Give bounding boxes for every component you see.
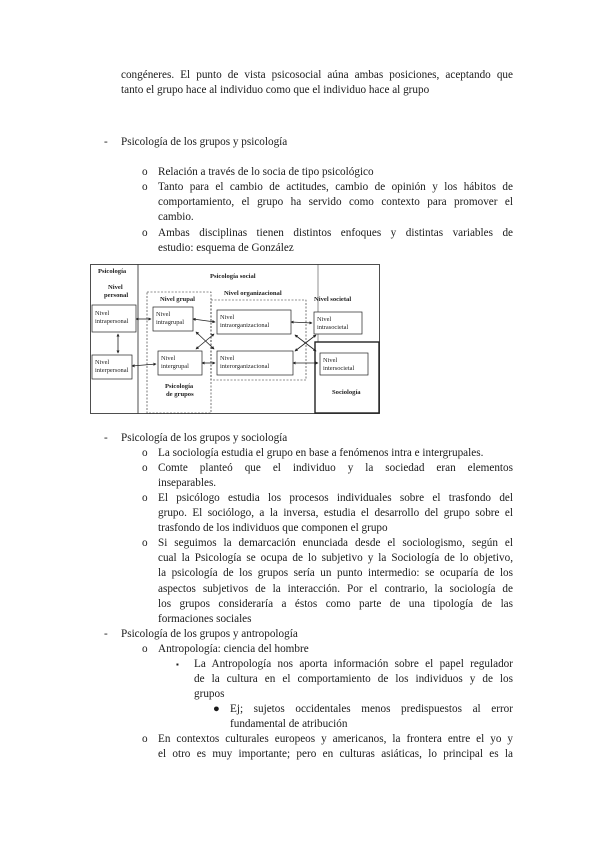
- section2-item: [158, 446, 513, 461]
- section1-heading: Psicología de los grupos y psicología: [121, 136, 288, 148]
- section3-item: Antropología: ciencia del hombre: [158, 643, 309, 655]
- item-line: inseparables.: [158, 477, 217, 490]
- item-line: grupo. El sociólogo, a la inversa, estudia el desarrollo del grupo sobre el: [158, 507, 513, 520]
- item-line: Comte planteó que el individuo y la sociedad eran elementos: [158, 462, 513, 474]
- item-line: el otro es muy importante; pero en culturas asiáticas, lo principal es la: [158, 748, 513, 761]
- section2-bullet: o: [142, 462, 148, 474]
- text-intrapersonal-2: intrapersonal: [95, 318, 129, 325]
- item-line: trasfondo de los individuos que componen el grupo: [158, 522, 388, 535]
- text-intraorganizacional-1: Nivel: [220, 314, 235, 321]
- intro-paragraph: [121, 68, 513, 98]
- label-nivel-grupal: Nivel grupal: [160, 296, 195, 303]
- item-line: fundamental de atribución: [230, 718, 348, 731]
- section1-bullet: o: [142, 181, 148, 193]
- text-intragrupal-2: intragrupal: [156, 319, 185, 326]
- section3-heading: Psicología de los grupos y antropología: [121, 628, 298, 640]
- section1-item: [158, 226, 513, 256]
- item-line: El psicólogo estudia los procesos individuales sobre el trasfondo del: [158, 492, 513, 504]
- text-interorganizacional-2: interorganizacional: [220, 363, 270, 370]
- subsub-bullet: ●: [213, 703, 220, 715]
- label-psicologia-grupos-2: de grupos: [166, 391, 194, 398]
- item-line: comportamiento, el grupo ha servido como contexto para promover el: [158, 196, 513, 209]
- item-line: Relación a través de lo socia de tipo psicológico: [158, 166, 374, 178]
- text-intergrupal-2: intergrupal: [161, 363, 189, 370]
- label-psicologia-grupos-1: Psicología: [165, 383, 194, 390]
- item-line: los grupos consideraría a éstos como parte de una tipología de las: [158, 597, 513, 610]
- text-intrapersonal-1: Nivel: [95, 310, 110, 317]
- label-nivel-personal-1: Nivel: [108, 284, 123, 291]
- section2-bullet: o: [142, 537, 148, 549]
- text-intraorganizacional-2: intraorganizacional: [220, 322, 270, 329]
- section3-subitem: [194, 657, 513, 703]
- text-intrasocietal-1: Nivel: [317, 316, 332, 323]
- text-intersocietal-1: Nivel: [323, 357, 338, 364]
- item-line: Si seguimos la demarcación enunciada desde el sociologismo, según el: [158, 537, 513, 549]
- section2-item: [158, 536, 513, 627]
- section2-item: [158, 491, 513, 537]
- item-line: estudio: esquema de González: [158, 242, 294, 255]
- item-line: formaciones sociales: [158, 613, 252, 626]
- label-nivel-organizacional: Nivel organizacional: [224, 290, 282, 297]
- section1-bullet: o: [142, 166, 148, 178]
- section1-dash: -: [104, 136, 108, 148]
- text-interpersonal-2: interpersonal: [95, 367, 129, 374]
- item-line: la psicología de los grupos sería un punto intermedio: se ocuparía de los: [158, 567, 513, 580]
- item-line: Tanto para el cambio de actitudes, cambio de opinión y los hábitos de: [158, 181, 513, 193]
- label-psicologia: Psicología: [98, 268, 127, 275]
- text-interpersonal-1: Nivel: [95, 359, 110, 366]
- item-line: La sociología estudia el grupo en base a fenómenos intra e intergrupales.: [158, 447, 484, 459]
- section1-item: [158, 165, 513, 180]
- label-psicologia-social: Psicología social: [210, 273, 256, 280]
- intro-line: tanto el grupo hace al individuo como que el individuo hace al grupo: [121, 84, 430, 97]
- section3-item: [158, 732, 513, 762]
- item-line: de la cultura en el comportamiento de los individuos y de los: [194, 673, 513, 686]
- section2-bullet: o: [142, 447, 148, 459]
- item-line: La Antropología nos aporta información sobre el papel regulador: [194, 658, 513, 670]
- item-line: En contextos culturales europeos y americanos, la frontera entre el yo y: [158, 733, 513, 745]
- item-line: Ej; sujetos occidentales menos predispuestos al error: [230, 703, 513, 715]
- gonzalez-diagram: [90, 262, 381, 414]
- section2-dash: -: [104, 432, 108, 444]
- text-intergrupal-1: Nivel: [161, 355, 176, 362]
- text-intrasocietal-2: intrasocietal: [317, 324, 349, 331]
- item-line: Ambas disciplinas tienen distintos enfoques y distintas variables de: [158, 227, 513, 239]
- section1-bullet: o: [142, 227, 148, 239]
- section2-heading: Psicología de los grupos y sociología: [121, 432, 288, 444]
- item-line: cual la Psicología se ocupa de lo subjetivo y la Sociología de lo objetivo,: [158, 552, 513, 565]
- text-interorganizacional-1: Nivel: [220, 355, 235, 362]
- label-nivel-personal-2: personal: [104, 292, 129, 299]
- intro-line: congéneres. El punto de vista psicosocial aúna ambas posiciones, aceptando que: [121, 69, 513, 81]
- section3-subsubitem: [230, 702, 513, 732]
- section1-item: [158, 180, 513, 226]
- item-line: cambio.: [158, 211, 194, 224]
- section3-bullet: o: [142, 643, 148, 655]
- text-intersocietal-2: intersocietal: [323, 365, 355, 372]
- item-line: grupos: [194, 688, 225, 701]
- section3-dash: -: [104, 628, 108, 640]
- label-nivel-societal: Nivel societal: [314, 296, 352, 303]
- section2-bullet: o: [142, 492, 148, 504]
- sub-bullet: ▪: [176, 660, 179, 669]
- section3-bullet: o: [142, 733, 148, 745]
- text-intragrupal-1: Nivel: [156, 311, 171, 318]
- label-sociologia: Sociología: [332, 389, 361, 396]
- section2-item: [158, 461, 513, 491]
- item-line: aspectos subjetivos de la interacción. Por el contrario, la sociología de: [158, 582, 513, 595]
